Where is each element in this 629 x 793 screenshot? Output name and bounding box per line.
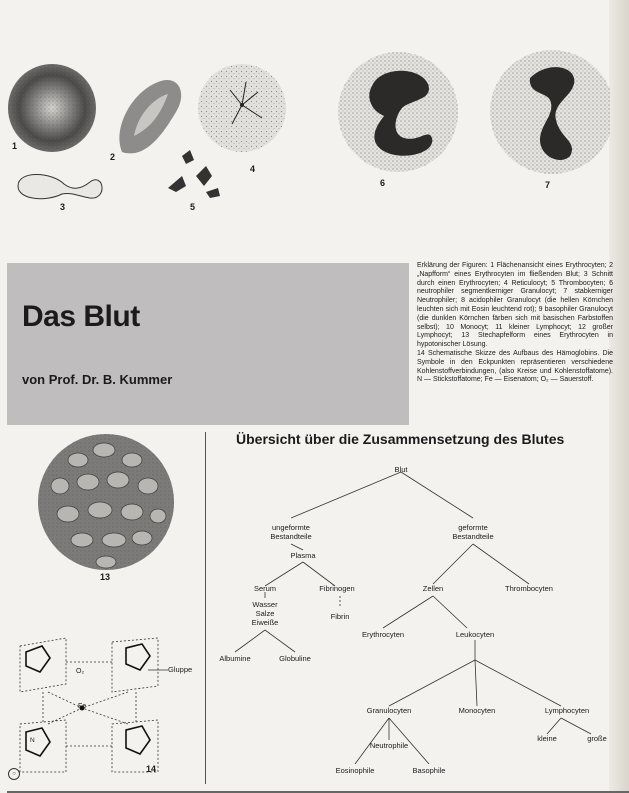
- node-eosinophile: Eosinophile: [335, 766, 375, 775]
- fig5-thrombocytes: [168, 150, 220, 198]
- fig13-crenated-erythrocyte: [28, 430, 188, 580]
- node-serum: Serum: [253, 584, 277, 593]
- node-kleine: kleine: [537, 734, 557, 743]
- node-lymphocyten: Lymphocyten: [544, 706, 590, 715]
- fe-label: Fe: [78, 703, 87, 710]
- fig-number-13: 13: [100, 572, 111, 582]
- caption-paragraph-2: 14 Schematische Skizze des Aufbaus des Hämoglobins. Die Symbole in den Eckpunkten repräsentieren verschiedene Kohlenstoffverbindungen, (also Kreise und Kohlenstoffatome). N — Stickstoffatome; Fe — Eisenatom; O₂ — Sauerstoff.: [417, 349, 613, 384]
- node-geformte-line2: Bestandteile: [452, 532, 494, 541]
- fig-number-1: 1: [12, 141, 18, 151]
- fig4-reticulocyte: [198, 64, 286, 152]
- fig2-cup-form: [119, 80, 181, 153]
- node-neutrophile: Neutrophile: [369, 741, 409, 750]
- node-ungeformte-line2: Bestandteile: [270, 532, 312, 541]
- fig14-hemoglobin-sketch: [8, 632, 204, 782]
- node-blut: Blut: [394, 465, 408, 474]
- node-basophile: Basophile: [412, 766, 446, 775]
- fig-number-14: 14: [146, 764, 157, 774]
- node-geformte-line1: geformte: [458, 523, 488, 532]
- node-albumine: Albumine: [219, 654, 251, 663]
- node-fibrin: Fibrin: [330, 612, 350, 621]
- fig-number-4: 4: [250, 164, 256, 174]
- node-monocyten: Monocyten: [458, 706, 496, 715]
- gruppe-label: Gluppe: [168, 665, 193, 674]
- fig6-neutrophil: [338, 52, 458, 172]
- node-fibrinogen: Fibrinogen: [319, 584, 355, 593]
- caption-paragraph-1: Erklärung der Figuren: 1 Flächenansicht eines Erythrocyten; 2 „Napfform“ eines Erythrocyten im fließenden Blut; 3 Schnitt durch einen Erythrocyten; 4 Reticulocyt; 5 Thrombocyten; 6 neutrophiler segmentkerniger Granulocyt; 7 stabkerniger Neutrophiler; 8 acidophiler Granulocyt (die hellen Körnchen leuchten sich mit Eosin leuchtend rot); 9 basophiler Granulocyt (die dunklen Körnchen färben sich mit basischen Farbstoffen selbst); 10 Monocyt; 11 kleiner Lymphocyt; 12 großer Lymphocyt; 13 Stechapfelform eines Erythrocyten in hypotonischer Lösung.: [417, 262, 613, 349]
- fig-number-3: 3: [60, 202, 66, 212]
- node-ungeformte-line1: ungeformte: [272, 523, 310, 532]
- node-wasser: Wasser: [252, 600, 278, 609]
- node-thrombocyten: Thrombocyten: [505, 584, 553, 593]
- fig-number-6: 6: [380, 178, 386, 188]
- fig-number-2: 2: [110, 152, 116, 162]
- fig-number-5: 5: [190, 202, 196, 212]
- node-grosse: große: [587, 734, 607, 743]
- node-leukocyten: Leukocyten: [455, 630, 495, 639]
- node-zellen: Zellen: [422, 584, 444, 593]
- fig7-band-neutrophil: [490, 50, 610, 174]
- fig-number-7: 7: [545, 180, 551, 190]
- node-ungeformte: [270, 523, 311, 541]
- page-mark-icon: ○: [8, 768, 20, 780]
- figure-caption: [417, 262, 613, 385]
- n-label: N: [30, 737, 35, 744]
- node-salze: Salze: [255, 609, 275, 618]
- author-line: von Prof. Dr. B. Kummer: [22, 372, 173, 387]
- fig1-erythrocyte: [8, 64, 96, 152]
- node-globuline: Globuline: [279, 654, 311, 663]
- node-erythrocyten: Erythrocyten: [361, 630, 405, 639]
- title-band: [7, 263, 409, 425]
- blood-cell-illustrations: [0, 0, 610, 240]
- diagram-title: Übersicht über die Zusammensetzung des Blutes: [236, 431, 565, 447]
- page-title: Das Blut: [22, 300, 140, 333]
- node-eiweisse: Eiweiße: [251, 618, 279, 627]
- node-geformte: [452, 523, 493, 541]
- o2-label: O₂: [76, 668, 85, 675]
- fig3-section: [18, 175, 102, 199]
- node-granulocyten: Granulocyten: [366, 706, 412, 715]
- page-edge-shadow: [609, 0, 629, 793]
- node-serum-components: [252, 600, 279, 627]
- node-plasma: Plasma: [290, 551, 316, 560]
